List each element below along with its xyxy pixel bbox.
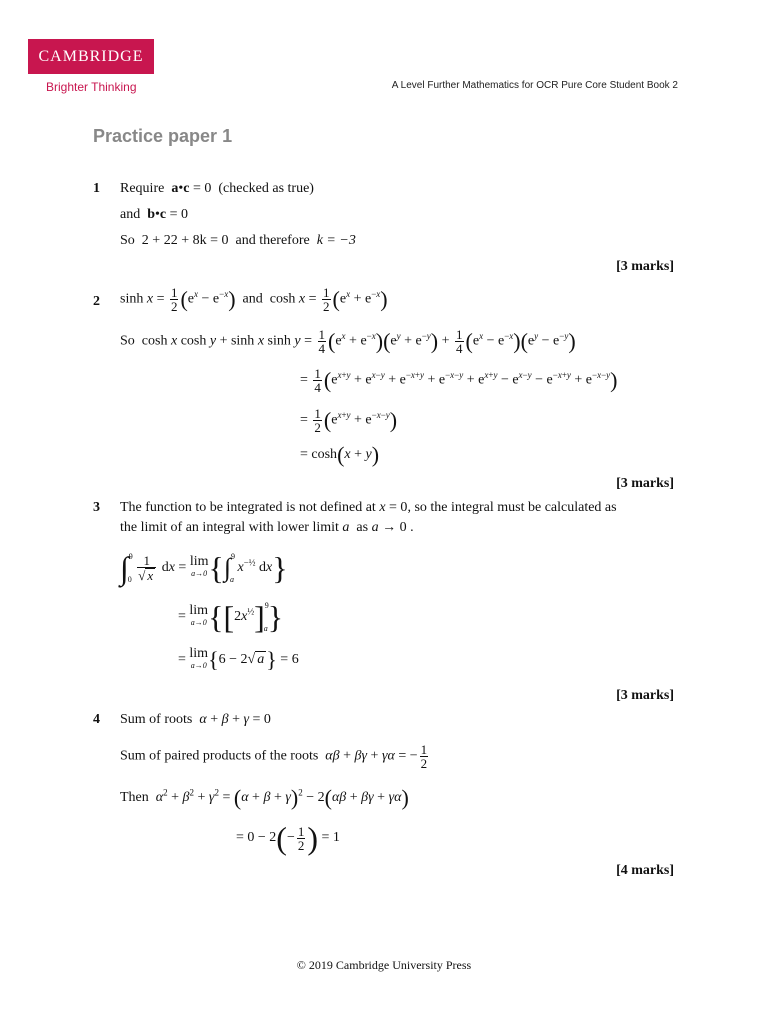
question-number-1: 1 xyxy=(93,181,100,196)
q2-step-4: = cosh(x + y) xyxy=(300,442,380,467)
question-number-3: 3 xyxy=(93,500,100,515)
q1-line-2: and b•c = 0 xyxy=(120,207,189,222)
q1-eq-sum: 2 + 22 + 8k = 0 xyxy=(141,233,229,248)
q3-step-3: = lim a→0 {6 − 2√ a} = 6 xyxy=(178,646,299,672)
q2-step-1: So cosh x cosh y + sinh x sinh y = $\frac{1}{4}$ $(e^x + e^{-x})(e^y + e^{-y})$ + $\frac{1}{4}$ $(e^x - e^{-x})(e^y - e^{-y})$ xyxy=(120,327,576,356)
q4-line-4: = 0 − 2(− $\frac{1}{2}$ ) = 1 xyxy=(236,820,340,856)
q2-step-2: = $\frac{1}{4}$ $(e^{x+y} + e^{x-y} + e^{-x+y} + e^{-x-y} + e^{x+y} - e^{x-y} - e^{-x+y} + e^{-x-y})$ xyxy=(300,366,618,395)
q2-step-3: = $\frac{1}{2}$ $(e^{x+y} + e^{-x-y})$ xyxy=(300,406,398,435)
q1-line-3: So 2 + 22 + 8k = 0 and therefore k = −3 xyxy=(120,233,356,248)
question-number-2: 2 xyxy=(93,294,100,309)
q4-line-1: Sum of roots α + β + γ = 0 xyxy=(120,712,271,727)
q1-line-1: Require a•c = 0 (checked as true) xyxy=(120,181,314,196)
q1-marks: [3 marks] xyxy=(616,259,674,274)
q3-marks: [3 marks] xyxy=(616,688,674,703)
copyright: © 2019 Cambridge University Press xyxy=(296,958,472,972)
q3-step-1: ∫$^9$0 $\frac{1}{√ x}$ dx = lim a→0 {∫$^9$a $x^{-\frac{1}{2}}$ dx} xyxy=(120,550,288,586)
cambridge-logo xyxy=(28,39,154,74)
q4-line-3: Then $\alpha^2 + \beta^2 + \gamma^2 = (\alpha + \beta + \gamma)^2 - 2(\alpha\beta + \beta\gamma + \gamma\alpha)$ xyxy=(120,785,409,810)
book-title: A Level Further Mathematics for OCR Pure Core Student Book 2 xyxy=(391,80,678,91)
q2-marks: [3 marks] xyxy=(616,476,674,491)
q2-definitions: sinh x = $\frac{1}{2}$ $(e^x - e^{-x})$ and cosh x = $\frac{1}{2}$ $(e^x + e^{-x})$ xyxy=(120,285,388,314)
q3-line-1: The function to be integrated is not defined at x = 0, so the integral must be calculated as xyxy=(120,500,617,515)
q1-eq-ac: a•c = 0 xyxy=(171,181,212,196)
logo-text: CAMBRIDGE xyxy=(38,47,144,65)
q4-marks: [4 marks] xyxy=(616,863,674,878)
page-title: Practice paper 1 xyxy=(93,126,233,146)
q3-step-2: = lim a→0 $\{[2x^{\frac{1}{2}}]^9a\}$ xyxy=(178,599,284,635)
question-number-4: 4 xyxy=(93,712,100,727)
tagline: Brighter Thinking xyxy=(46,80,137,94)
q3-line-2: the limit of an integral with lower limit a as a → 0 . xyxy=(120,520,414,535)
q1-eq-bc: b•c = 0 xyxy=(147,207,189,222)
q1-result: k = −3 xyxy=(316,233,356,248)
q4-line-2: Sum of paired products of the roots αβ + βγ + γα = − $\frac{1}{2}$ xyxy=(120,742,428,771)
